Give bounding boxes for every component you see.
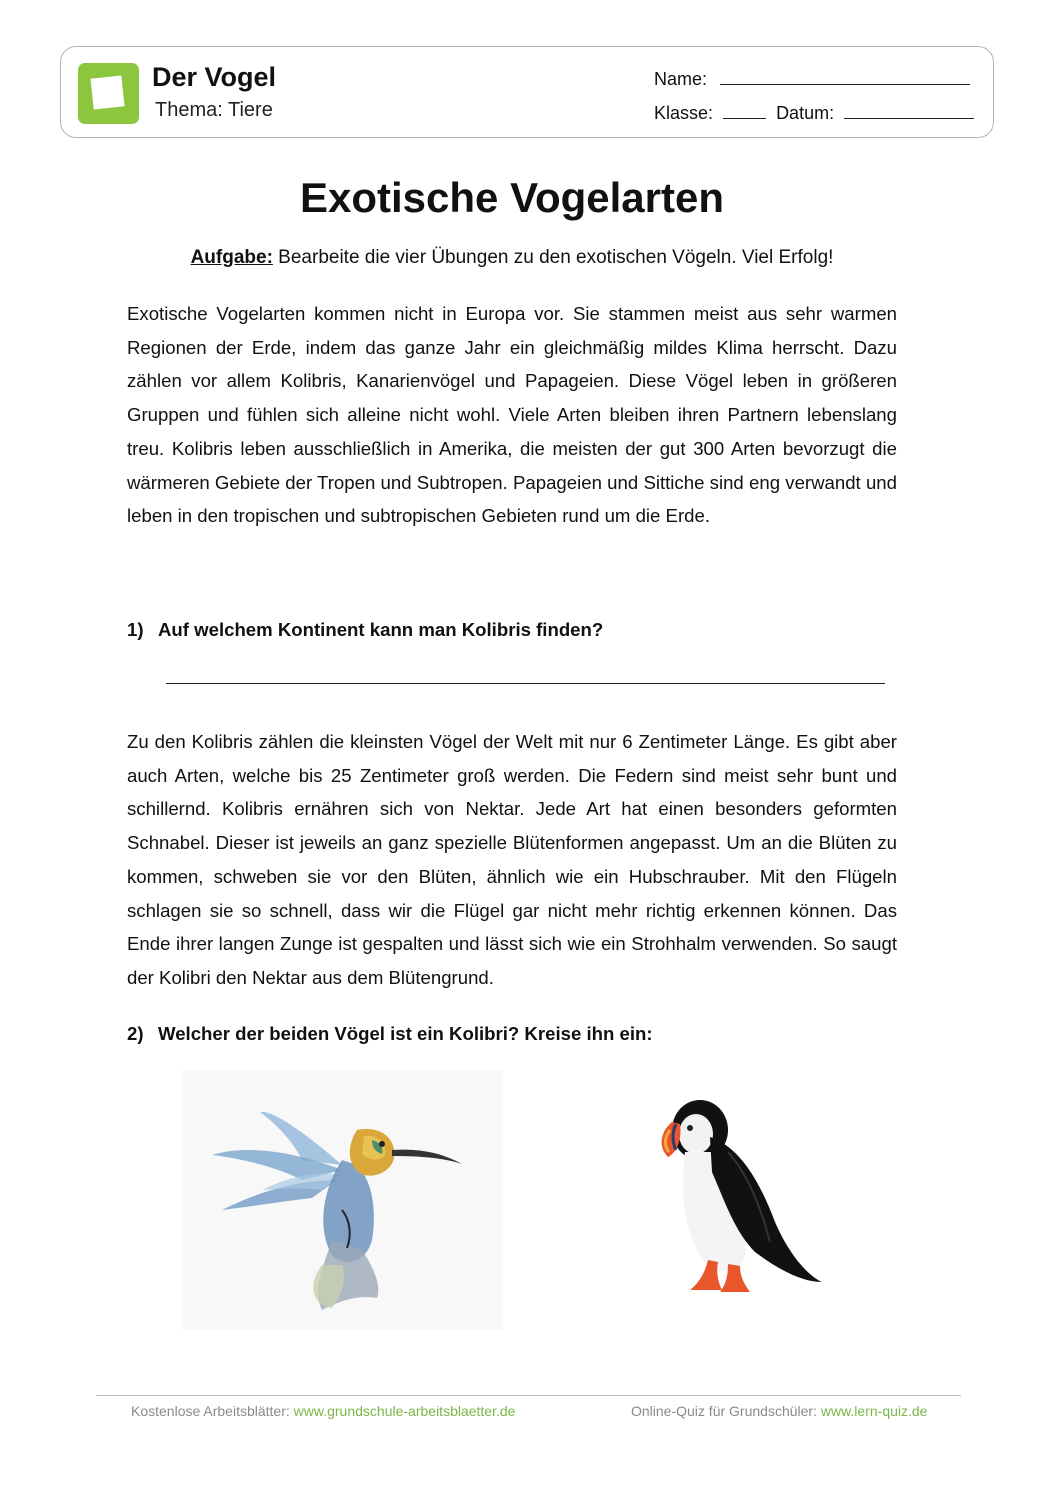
answer-line-1[interactable] (166, 683, 885, 684)
logo-icon (78, 63, 139, 124)
page-title: Exotische Vogelarten (299, 174, 725, 221)
task-instruction (0, 247, 1024, 269)
date-line (844, 102, 974, 119)
class-label: Klasse: (654, 103, 714, 123)
task-label: Aufgabe: (190, 247, 273, 268)
question-1 (127, 619, 603, 641)
name-field[interactable] (654, 68, 970, 90)
name-label: Name: (654, 69, 708, 89)
class-line (723, 102, 766, 119)
hummingbird-image[interactable] (182, 1070, 502, 1330)
footer-divider (96, 1395, 961, 1396)
name-line (720, 68, 970, 85)
kolibri-paragraph: Zu den Kolibris zählen die kleinsten Vögel der Welt mit nur 6 Zentimeter Länge. Es gibt aber auch Arten, welche bis 25 Zentimeter groß werden. Die Federn sind meist sehr bunt und schillernd. Kolibris ernähren sich von Nektar. Jede Art hat einen besonders geformten Schnabel. Dieser ist jeweils an ganz spezielle Blütenformen angepasst. Um an die Blüten zu kommen, schweben sie vor den Blüten, ähnlich wie ein Hubschrauber. Mit den Flügeln schlagen sie so schnell, dass wir die Flügel gar nicht mehr richtig erkennen können. Das Ende ihrer langen Zunge ist gespalten und lässt sich wie ein Strohhalm verwenden. So saugt der Kolibri den Nektar aus dem Blütengrund. (127, 731, 897, 988)
puffin-image[interactable] (650, 1092, 830, 1307)
question-2-text: Welcher der beiden Vögel ist ein Kolibri? Kreise ihn ein: (158, 1023, 653, 1044)
question-1-number: 1) (127, 619, 144, 640)
date-label: Datum: (776, 103, 835, 123)
footer-right-text: Online-Quiz für Grundschüler: (631, 1403, 821, 1419)
footer-left-text: Kostenlose Arbeitsblätter: (131, 1403, 294, 1419)
task-text: Bearbeite die vier Übungen zu den exotischen Vögeln. Viel Erfolg! (272, 247, 834, 268)
footer-left-link[interactable]: www.grundschule-arbeitsblaetter.de (293, 1403, 516, 1419)
intro-paragraph: Exotische Vogelarten kommen nicht in Europa vor. Sie stammen meist aus sehr warmen Regionen der Erde, indem das ganze Jahr ein gleichmäßig mildes Klima herrscht. Dazu zählen vor allem Kolibris, Kanarienvögel und Papageien. Diese Vögel leben in größeren Gruppen und fühlen sich alleine nicht wohl. Viele Arten bleiben ihren Partnern lebenslang treu. Kolibris leben ausschließlich in Amerika, die meisten der gut 300 Arten bevorzugt die wärmeren Gebiete der Tropen und Subtropen. Papageien und Sittiche sind eng verwandt und leben in den tropischen und subtropischen Gebieten rund um die Erde. (127, 303, 897, 527)
question-1-text: Auf welchem Kontinent kann man Kolibris finden? (158, 619, 604, 640)
question-2 (127, 1023, 653, 1045)
class-date-field[interactable] (654, 102, 974, 124)
footer-right-link[interactable]: www.lern-quiz.de (820, 1403, 928, 1419)
question-2-number: 2) (127, 1023, 144, 1044)
topic-subtitle: Thema: Tiere (155, 99, 273, 121)
topic-title: Der Vogel (152, 62, 277, 92)
footer-right (631, 1403, 927, 1419)
footer-left (131, 1403, 515, 1419)
